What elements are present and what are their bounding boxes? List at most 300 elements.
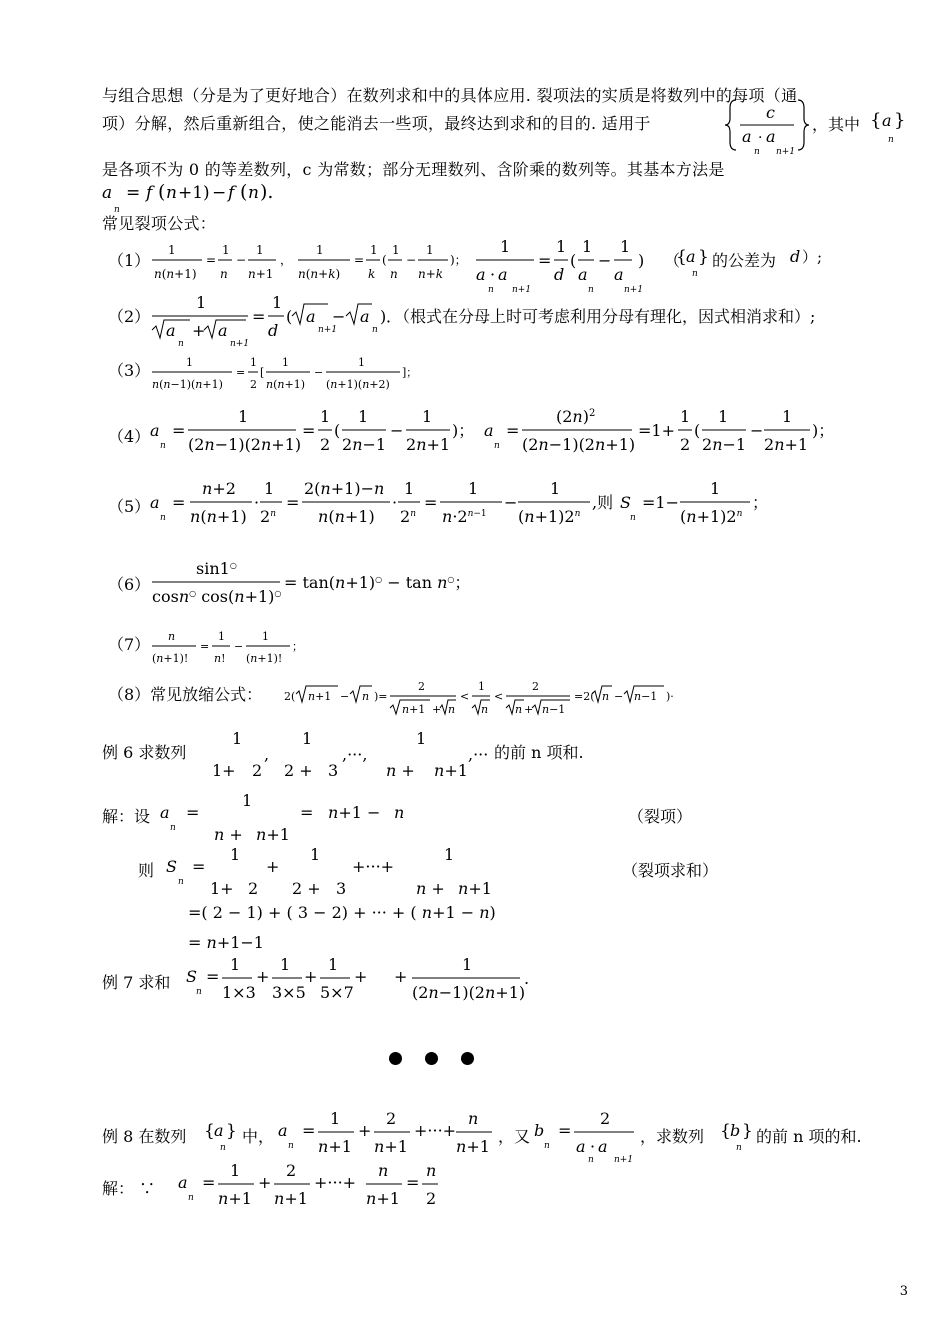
formula-6-label: （6） (108, 575, 151, 594)
example-8-mid-3: ，求数列 (640, 1127, 705, 1146)
example-6-tail: 的前 n 项和. (494, 743, 584, 762)
svg-text:(n+1)2n: $(n+1)2^n$ (680, 507, 743, 526)
svg-text:1: 1 (242, 791, 253, 810)
svg-text:1: 1 (404, 479, 415, 498)
svg-text:；: ； (292, 640, 303, 653)
svg-text:n+1: n+1 (458, 879, 492, 898)
svg-text:(2n−1)(2n+1): (2n−1)(2n+1) (412, 983, 526, 1002)
svg-text:=1−: =1− (642, 493, 679, 512)
svg-text:{: { (676, 247, 687, 267)
svg-text:3×5: 3×5 (272, 983, 306, 1002)
svg-text:1: 1 (262, 630, 269, 643)
svg-text:1+: 1+ (212, 761, 236, 780)
svg-text:=( 2 − 1) + ( 3 − 2) +: =( 2 − 1) + ( 3 − 2) + ··· + ( n+1 − n) (188, 903, 496, 922)
svg-text:n: n (544, 1141, 550, 1151)
svg-text:n+1: n+1 (308, 690, 332, 703)
svg-text:a: a (578, 265, 588, 284)
svg-text:=: = (186, 803, 200, 822)
svg-text:·: · (254, 493, 260, 512)
svg-text:n(n+1): n(n+1) (154, 267, 197, 281)
svg-text:n(n−1)(n+1): n(n−1)(n+1) (152, 378, 223, 391)
svg-text:=: = (172, 421, 186, 440)
formula-7-label: （7） (108, 635, 151, 654)
svg-text:2n−1: 2n−1 (342, 435, 387, 454)
intro-line-1: 与组合思想（分是为了更好地合）在数列求和中的具体应用. 裂项法的实质是将数列中的每项（通 (102, 86, 798, 105)
svg-text:,: , (264, 745, 270, 764)
svg-text:(: ( (694, 421, 701, 440)
svg-text:n: n (196, 987, 202, 997)
svg-text:2: 2 (252, 761, 263, 780)
svg-text:n: n (494, 441, 500, 451)
svg-text:−: − (314, 366, 324, 379)
formula-1-label: （1） (108, 251, 151, 270)
svg-text:S: S (186, 967, 197, 986)
svg-text:2n: 2$^n$ (400, 507, 416, 526)
svg-text:a: a (484, 421, 494, 440)
svg-text:+···+: +···+ (352, 857, 395, 876)
svg-text:1: 1 (500, 237, 511, 256)
svg-text:·: · (490, 265, 496, 284)
svg-text:n: n (220, 1143, 226, 1153)
svg-text:[: [ (260, 366, 265, 379)
formula-8 (284, 676, 704, 720)
svg-text:n+1: n+1 (318, 325, 338, 335)
svg-text:n(n+k): n(n+k) (298, 267, 341, 281)
svg-text:n: n (160, 513, 166, 523)
svg-text:n+1: n+1 (624, 285, 644, 295)
svg-text:n+1: n+1 (318, 1137, 352, 1156)
svg-text:a: a (306, 307, 316, 326)
svg-text:n−1: n−1 (542, 703, 566, 716)
svg-text:n: n (188, 1193, 194, 1203)
svg-text:2n+1: 2n+1 (764, 435, 809, 454)
svg-text:+: + (266, 857, 280, 876)
svg-text:a: a (102, 183, 113, 203)
svg-text:a: a (150, 421, 160, 440)
svg-text:·: · (590, 1137, 596, 1156)
svg-text:n: n (602, 690, 610, 703)
svg-text:1: 1 (468, 479, 479, 498)
svg-text:2: 2 (286, 1161, 297, 1180)
svg-text:).: ). (260, 181, 274, 203)
svg-text:1: 1 (238, 407, 249, 426)
svg-text:(: ( (240, 181, 248, 203)
svg-text:n: n (166, 183, 177, 203)
svg-text:1: 1 (186, 356, 193, 369)
formula-7 (150, 626, 310, 670)
svg-text:n+1: n+1 (248, 267, 274, 281)
intro-line-3: 是各项不为 0 的等差数列，c 为常数；部分无理数列、含阶乘的数列等。其基本方法是 (102, 160, 725, 179)
svg-text:−: − (598, 251, 612, 270)
svg-text:.: . (524, 969, 530, 988)
svg-text:1: 1 (316, 243, 324, 257)
svg-text:=: = (538, 251, 552, 270)
example-6-sequence (210, 726, 490, 784)
svg-text:+: + (304, 967, 318, 986)
solution-6-label: 解：设 (102, 807, 151, 826)
svg-text:=: = (192, 857, 206, 876)
svg-text:1: 1 (416, 729, 427, 748)
svg-text:a: a (882, 111, 892, 130)
svg-text:(: ( (382, 253, 387, 267)
svg-text:n+1 −: n+1 − (328, 803, 381, 822)
svg-text:+···+: +···+ (314, 1173, 357, 1192)
svg-text:n+k: n+k (418, 267, 444, 281)
svg-text:(: ( (286, 307, 293, 326)
svg-text:·: · (392, 493, 398, 512)
formula-set-c-over-product (728, 96, 808, 157)
svg-text:1: 1 (392, 243, 400, 257)
solution-6-sum (166, 844, 506, 900)
example-8-set-an (204, 1120, 244, 1156)
separator-dot (461, 1052, 474, 1065)
svg-text:n: n (588, 1155, 594, 1165)
formula-6 (150, 556, 470, 608)
svg-text:n: n (692, 269, 698, 279)
svg-text:(2n−1)(2n+1): (2n−1)(2n+1) (188, 435, 302, 454)
svg-text:1: 1 (556, 237, 567, 256)
svg-text:(: ( (334, 421, 341, 440)
svg-text:n+1: n+1 (366, 1189, 400, 1208)
svg-text:{: { (870, 110, 882, 131)
svg-text:n: n (160, 441, 166, 451)
svg-text:b: b (730, 1121, 741, 1140)
svg-text:2: 2 (250, 378, 257, 391)
svg-text:2n−1: 2n−1 (702, 435, 747, 454)
svg-text:): ) (380, 307, 387, 326)
svg-text:1: 1 (710, 479, 721, 498)
svg-text:sin1○: sin1○ (196, 559, 237, 578)
svg-text:2: 2 (600, 1109, 611, 1128)
svg-text:1: 1 (280, 955, 291, 974)
svg-text:+: + (358, 1121, 372, 1140)
svg-text:1: 1 (680, 407, 691, 426)
svg-text:<: < (494, 690, 504, 703)
svg-text:n: n (515, 703, 523, 716)
svg-text:5×7: 5×7 (320, 983, 354, 1002)
svg-text:a: a (360, 307, 370, 326)
svg-text:n: n (448, 703, 456, 716)
formula-2-label: （2） (108, 307, 151, 326)
svg-text:+: + (354, 967, 368, 986)
svg-text:2: 2 (418, 680, 425, 693)
formula-1-note-diff: 的公差为 (712, 251, 777, 270)
svg-text:,···,: ,···, (342, 745, 368, 764)
svg-text:n(n+1): n(n+1) (266, 378, 305, 391)
svg-text:=: = (236, 366, 246, 379)
svg-text:2: 2 (386, 1109, 397, 1128)
svg-text:+: + (192, 321, 206, 340)
svg-text:n+1: n+1 (456, 1137, 490, 1156)
svg-text:）;: ）; (802, 248, 823, 266)
solution-8-an (178, 1158, 458, 1214)
svg-text:n: n (736, 1143, 742, 1153)
intro-line-2b: ，其中 (812, 115, 861, 134)
section-separator-dots (385, 1052, 495, 1072)
svg-text:n: n (178, 877, 184, 887)
formula-4 (150, 404, 840, 460)
svg-text:3: 3 (336, 879, 347, 898)
svg-text:1: 1 (310, 845, 321, 864)
svg-text:1: 1 (230, 845, 241, 864)
svg-text:；: ； (752, 493, 769, 512)
svg-text:cosn○ cos(n+1)○: cosn○ cos(n+1)○ (152, 587, 282, 606)
svg-text:)=: )= (374, 690, 388, 703)
svg-text:1: 1 (582, 237, 593, 256)
svg-text:n+1: n+1 (256, 825, 290, 844)
svg-text:a: a (214, 1121, 224, 1140)
formula-8-label: （8）常见放缩公式： (108, 685, 263, 704)
svg-text:}: } (226, 1121, 237, 1141)
svg-text:n: n (390, 267, 398, 281)
svg-text:+: + (258, 1173, 272, 1192)
separator-dot (389, 1052, 402, 1065)
svg-text:=1+: =1+ (638, 421, 675, 440)
svg-text:n: n (114, 205, 120, 215)
common-formulas-heading: 常见裂项公式： (102, 214, 217, 233)
svg-text:1×3: 1×3 (222, 983, 256, 1002)
example-8-label: 例 8 在数列 (102, 1127, 187, 1146)
svg-text:1: 1 (462, 955, 473, 974)
svg-text:1: 1 (330, 1109, 341, 1128)
svg-text:n+1: n+1 (614, 1155, 634, 1165)
svg-text:=: = (406, 1173, 420, 1192)
svg-text:k: k (368, 267, 376, 281)
svg-text:1: 1 (422, 407, 433, 426)
svg-text:+: + (524, 703, 534, 716)
svg-text:=: = (172, 493, 186, 512)
svg-text:+: + (256, 967, 270, 986)
svg-text:n+1: n+1 (218, 1189, 252, 1208)
svg-text:)·: )· (666, 690, 674, 703)
svg-text:a: a (150, 493, 160, 512)
formula-2 (150, 290, 400, 352)
svg-text:n: n (888, 135, 894, 145)
svg-text:a: a (576, 1137, 586, 1156)
svg-text:,则: ,则 (592, 493, 614, 512)
example-8-an (278, 1106, 508, 1162)
svg-text:}: } (698, 247, 709, 267)
svg-text:1: 1 (196, 293, 207, 312)
svg-text:n: n (630, 513, 636, 523)
svg-text:n·2n−1: $n\cdot 2^{n-1}$ (442, 507, 487, 526)
svg-text:2(: 2( (284, 690, 296, 703)
svg-text:a: a (498, 265, 508, 284)
svg-text:1: 1 (444, 845, 455, 864)
svg-text:1: 1 (358, 407, 369, 426)
svg-text:n+1: n+1 (230, 339, 250, 349)
svg-text:n: n (378, 1161, 389, 1180)
svg-text:+: + (432, 703, 442, 716)
svg-text:=: = (252, 307, 266, 326)
example-8-mid: 中， (242, 1127, 275, 1146)
svg-text:−: − (340, 690, 350, 703)
svg-text:(: ( (570, 251, 577, 270)
svg-text:1+: 1+ (210, 879, 234, 898)
svg-text:1: 1 (222, 243, 230, 257)
example-8-set-bn (720, 1120, 760, 1156)
svg-text:1: 1 (272, 293, 283, 312)
svg-text:−: − (236, 253, 247, 267)
svg-text:n +: n + (386, 761, 415, 780)
svg-text:1: 1 (426, 243, 434, 257)
svg-text:<: < (460, 690, 470, 703)
formula-3-label: （3） (108, 361, 151, 380)
svg-text:(n+1)!: (n+1)! (246, 652, 283, 665)
svg-text:−: − (750, 421, 764, 440)
solution-6-telescoping (188, 900, 568, 960)
solution-8-label: 解： ∵ (102, 1179, 156, 1198)
svg-text:n+1: n+1 (434, 761, 468, 780)
svg-text:a: a (686, 247, 696, 266)
svg-text:n+2: n+2 (202, 479, 236, 498)
svg-text:n: n (488, 285, 494, 295)
svg-text:1: 1 (478, 680, 485, 693)
example-8-bn (534, 1106, 654, 1164)
svg-text:n: n (394, 803, 405, 822)
svg-text:+: + (394, 967, 408, 986)
svg-text:a: a (476, 265, 486, 284)
svg-text:1: 1 (620, 237, 631, 256)
svg-text:n(n+1): n(n+1) (318, 507, 375, 526)
example-7-sum (186, 952, 546, 1008)
solution-6-then: 则 (138, 861, 155, 880)
example-8-tail: 的前 n 项的和. (756, 1127, 862, 1146)
svg-text:−: − (390, 421, 404, 440)
svg-text:2: 2 (426, 1189, 437, 1208)
svg-text:= tan(n+1)○ − tan n○；: = tan(n+1)○ − tan n○； (284, 573, 471, 592)
formula-2-note: ．（根式在分母上时可考虑利用分母有理化，因式相消求和）; (386, 307, 816, 326)
svg-text:n: n (220, 267, 228, 281)
svg-text:n+1: n+1 (776, 147, 796, 157)
svg-text:a: a (742, 127, 752, 146)
svg-text:n: n (468, 1109, 479, 1128)
formula-1-set-an (676, 246, 712, 280)
svg-text:1: 1 (256, 243, 264, 257)
svg-text:n: n (588, 285, 594, 295)
svg-text:b: b (534, 1121, 545, 1140)
svg-text:n: n (481, 703, 489, 716)
svg-text:1: 1 (358, 356, 365, 369)
svg-text:1: 1 (370, 243, 378, 257)
svg-text:n: n (372, 325, 378, 335)
svg-text:−: − (212, 183, 227, 203)
svg-text:3: 3 (328, 761, 339, 780)
svg-text:=: = (126, 183, 141, 203)
svg-text:=: = (206, 253, 217, 267)
svg-text:n+1: n+1 (274, 1189, 308, 1208)
svg-text:−: − (234, 640, 244, 653)
svg-text:n+1: n+1 (402, 703, 426, 716)
svg-text:=: = (200, 640, 210, 653)
svg-text:d: d (268, 321, 279, 340)
svg-text:1: 1 (302, 729, 313, 748)
svg-text:2: 2 (320, 435, 331, 454)
svg-text:1: 1 (718, 407, 729, 426)
svg-text:n+1: n+1 (374, 1137, 408, 1156)
svg-text:f: f (146, 183, 153, 203)
svg-text:)；: )； (450, 253, 467, 267)
formula-5 (150, 476, 770, 536)
example-6-label: 例 6 求数列 (102, 743, 187, 762)
svg-text:(n+1)!: (n+1)! (152, 652, 189, 665)
svg-text:=2(: =2( (574, 690, 595, 703)
svg-text:1: 1 (230, 1161, 241, 1180)
svg-text:n: n (168, 630, 176, 643)
svg-text:n: n (178, 339, 184, 349)
svg-text:a: a (166, 321, 176, 340)
svg-text:1: 1 (550, 479, 561, 498)
svg-text:=: = (424, 493, 438, 512)
svg-text:2(n+1)−n: 2(n+1)−n (304, 479, 385, 498)
svg-text:1: 1 (320, 407, 331, 426)
svg-text:2 +: 2 + (284, 761, 313, 780)
svg-text:(2n−1)(2n+1): (2n−1)(2n+1) (522, 435, 636, 454)
svg-text:=: = (286, 493, 300, 512)
formula-4-label: （4） (108, 427, 151, 446)
svg-text:)；: )； (452, 421, 475, 440)
svg-text:2n+1: 2n+1 (406, 435, 451, 454)
svg-text:=: = (354, 253, 365, 267)
svg-text:=: = (506, 421, 520, 440)
svg-text:2: 2 (248, 879, 259, 898)
svg-text:a: a (614, 265, 624, 284)
svg-text:}: } (894, 110, 906, 131)
svg-text:=: = (558, 1121, 572, 1140)
solution-6-note: （裂项） (628, 807, 693, 826)
svg-text:a: a (160, 803, 170, 822)
svg-text:=: = (202, 1173, 216, 1192)
svg-text:1: 1 (782, 407, 793, 426)
svg-text:1: 1 (282, 356, 289, 369)
solution-6-split (160, 790, 420, 846)
svg-text:n!: n! (214, 652, 226, 665)
svg-text:n+1: n+1 (512, 285, 532, 295)
svg-text:a: a (598, 1137, 608, 1156)
svg-text:n−1: n−1 (634, 690, 658, 703)
svg-text:f: f (228, 183, 235, 203)
example-8-mid-2: ，又 (498, 1127, 531, 1146)
svg-text:1: 1 (264, 479, 275, 498)
svg-text:]；: ]； (402, 366, 418, 379)
svg-text:−: − (504, 493, 518, 512)
svg-text:(n+1)(n+2): (n+1)(n+2) (326, 378, 390, 391)
svg-text:n: n (426, 1161, 437, 1180)
svg-text:n +: n + (416, 879, 445, 898)
svg-text:S: S (166, 857, 177, 876)
svg-text:2n: 2$^n$ (260, 507, 276, 526)
svg-text:1: 1 (168, 243, 176, 257)
svg-text:n +: n + (214, 825, 243, 844)
svg-text:S: S (620, 493, 631, 512)
formula-set-an (870, 108, 910, 144)
svg-text:=: = (300, 803, 314, 822)
formula-5-label: （5） (108, 497, 151, 516)
svg-text:−: − (406, 253, 417, 267)
formula-1-note-open: （ (664, 251, 681, 270)
svg-text:(: ( (158, 181, 166, 203)
svg-text:−: − (332, 307, 346, 326)
svg-text:): ) (638, 251, 645, 270)
svg-text:=: = (302, 1121, 316, 1140)
svg-text:n: n (362, 690, 370, 703)
solution-6-note-2: （裂项求和） (622, 861, 719, 880)
svg-text:a: a (278, 1121, 288, 1140)
svg-text:2: 2 (532, 680, 539, 693)
svg-text:n(n+1): n(n+1) (190, 507, 247, 526)
svg-text:d: d (554, 265, 565, 284)
svg-text:n: n (170, 823, 176, 833)
